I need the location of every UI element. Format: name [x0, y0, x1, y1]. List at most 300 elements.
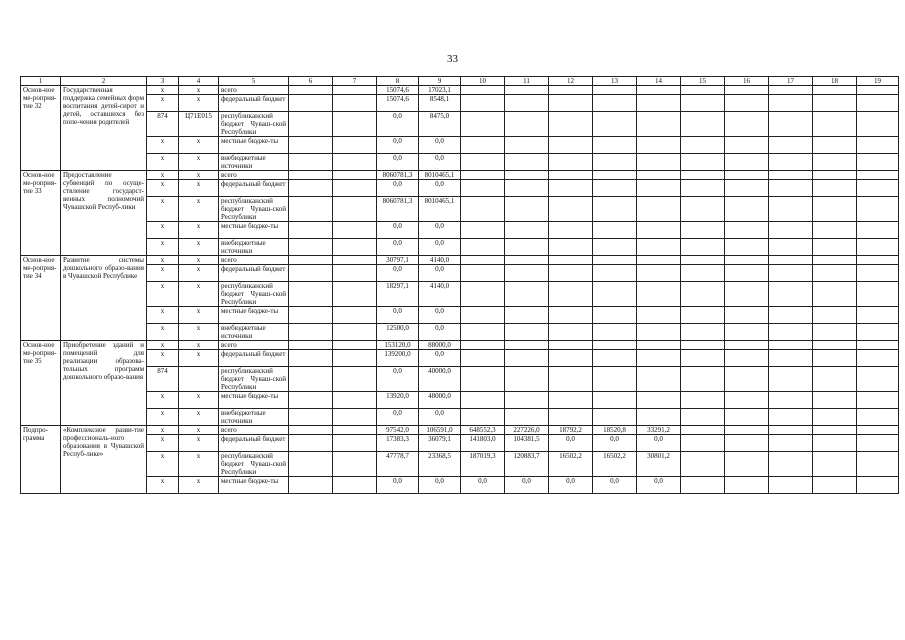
- amount-cell: 88000,0: [419, 341, 461, 350]
- empty-cell: [813, 171, 857, 180]
- empty-cell: [289, 282, 333, 307]
- amount-cell: [505, 341, 549, 350]
- amount-cell: 17023,1: [419, 86, 461, 95]
- empty-cell: [289, 426, 333, 435]
- empty-cell: [813, 197, 857, 222]
- target-article-code: х: [179, 409, 219, 426]
- empty-cell: [333, 137, 377, 154]
- amount-cell: [505, 86, 549, 95]
- header-cell: 13: [593, 77, 637, 86]
- table-row: [21, 367, 899, 392]
- amount-cell: [505, 282, 549, 307]
- amount-cell: [593, 95, 637, 112]
- amount-cell: 0,0: [377, 112, 419, 137]
- amount-cell: [549, 367, 593, 392]
- amount-cell: 0,0: [419, 307, 461, 324]
- empty-cell: [769, 341, 813, 350]
- amount-cell: [637, 256, 681, 265]
- empty-cell: [769, 282, 813, 307]
- amount-cell: [461, 282, 505, 307]
- empty-cell: [813, 435, 857, 452]
- amount-cell: [549, 222, 593, 239]
- empty-cell: [725, 265, 769, 282]
- empty-cell: [725, 86, 769, 95]
- amount-cell: [549, 171, 593, 180]
- measure-name: Основ-ное ме-роприя-тие 35: [21, 341, 61, 426]
- amount-cell: 0,0: [419, 239, 461, 256]
- grbs-code: х: [147, 265, 179, 282]
- header-cell: 4: [179, 77, 219, 86]
- empty-cell: [813, 239, 857, 256]
- amount-cell: [505, 367, 549, 392]
- empty-cell: [813, 137, 857, 154]
- amount-cell: 0,0: [377, 222, 419, 239]
- funding-source: республиканский бюджет Чуваш-ской Республики: [219, 367, 289, 392]
- empty-cell: [725, 341, 769, 350]
- empty-cell: [289, 256, 333, 265]
- empty-cell: [857, 409, 899, 426]
- amount-cell: [505, 180, 549, 197]
- funding-source: всего: [219, 341, 289, 350]
- empty-cell: [813, 367, 857, 392]
- empty-cell: [333, 392, 377, 409]
- header-cell: 5: [219, 77, 289, 86]
- empty-cell: [681, 239, 725, 256]
- empty-cell: [857, 95, 899, 112]
- measure-description: Государственная поддержка семейных форм воспитания детей-сирот и детей, оставшихся без попе-чения родителей: [61, 86, 147, 171]
- amount-cell: [549, 350, 593, 367]
- empty-cell: [725, 409, 769, 426]
- empty-cell: [681, 222, 725, 239]
- target-article-code: Ц71Е015: [179, 112, 219, 137]
- amount-cell: [461, 112, 505, 137]
- amount-cell: [549, 137, 593, 154]
- measure-description: «Комплексное разви-тие профессиональ-ного образования в Чувашской Респуб-лике»: [61, 426, 147, 494]
- funding-source: внебюджетные источники: [219, 154, 289, 171]
- target-article-code: х: [179, 222, 219, 239]
- empty-cell: [857, 180, 899, 197]
- header-cell: 15: [681, 77, 725, 86]
- amount-cell: 0,0: [377, 137, 419, 154]
- empty-cell: [681, 171, 725, 180]
- empty-cell: [857, 86, 899, 95]
- empty-cell: [333, 154, 377, 171]
- empty-cell: [333, 307, 377, 324]
- grbs-code: х: [147, 180, 179, 197]
- amount-cell: [461, 180, 505, 197]
- amount-cell: [637, 180, 681, 197]
- grbs-code: х: [147, 435, 179, 452]
- empty-cell: [769, 95, 813, 112]
- funding-source: внебюджетные источники: [219, 409, 289, 426]
- table-row: [21, 256, 899, 265]
- empty-cell: [769, 112, 813, 137]
- empty-cell: [857, 307, 899, 324]
- table-row: [21, 137, 899, 154]
- empty-cell: [769, 197, 813, 222]
- amount-cell: [637, 282, 681, 307]
- funding-source: федеральный бюджет: [219, 95, 289, 112]
- empty-cell: [857, 324, 899, 341]
- amount-cell: 0,0: [549, 477, 593, 494]
- amount-cell: [593, 256, 637, 265]
- amount-cell: [505, 307, 549, 324]
- empty-cell: [813, 222, 857, 239]
- amount-cell: [461, 392, 505, 409]
- grbs-code: х: [147, 452, 179, 477]
- amount-cell: [549, 256, 593, 265]
- grbs-code: х: [147, 341, 179, 350]
- amount-cell: 0,0: [377, 477, 419, 494]
- amount-cell: [593, 367, 637, 392]
- empty-cell: [333, 282, 377, 307]
- amount-cell: [593, 222, 637, 239]
- empty-cell: [681, 137, 725, 154]
- amount-cell: 33291,2: [637, 426, 681, 435]
- measure-name: Основ-ное ме-роприя-тие 34: [21, 256, 61, 341]
- target-article-code: х: [179, 341, 219, 350]
- table-row: [21, 324, 899, 341]
- empty-cell: [857, 256, 899, 265]
- empty-cell: [725, 154, 769, 171]
- empty-cell: [289, 137, 333, 154]
- target-article-code: х: [179, 324, 219, 341]
- amount-cell: [505, 239, 549, 256]
- amount-cell: [461, 222, 505, 239]
- empty-cell: [725, 426, 769, 435]
- empty-cell: [725, 367, 769, 392]
- amount-cell: 139200,0: [377, 350, 419, 367]
- amount-cell: [505, 324, 549, 341]
- empty-cell: [681, 350, 725, 367]
- measure-description: Приобретение зданий и помещений для реализации образова-тельных программ дошкольного образо-вания: [61, 341, 147, 426]
- amount-cell: 648552,3: [461, 426, 505, 435]
- funding-source: республиканский бюджет Чуваш-ской Республики: [219, 282, 289, 307]
- table-row: [21, 341, 899, 350]
- empty-cell: [769, 307, 813, 324]
- amount-cell: [593, 137, 637, 154]
- amount-cell: 0,0: [593, 477, 637, 494]
- empty-cell: [857, 112, 899, 137]
- grbs-code: 874: [147, 367, 179, 392]
- amount-cell: [505, 256, 549, 265]
- target-article-code: х: [179, 86, 219, 95]
- empty-cell: [681, 154, 725, 171]
- amount-cell: 8475,0: [419, 112, 461, 137]
- amount-cell: 0,0: [377, 239, 419, 256]
- header-cell: 10: [461, 77, 505, 86]
- empty-cell: [813, 477, 857, 494]
- measure-description: Предоставление субвенций по осуще-ствление государст-венных полномочий Чувашской Респуб-лики: [61, 171, 147, 256]
- amount-cell: 0,0: [461, 477, 505, 494]
- header-cell: 19: [857, 77, 899, 86]
- empty-cell: [333, 256, 377, 265]
- table-row: [21, 197, 899, 222]
- table-row: [21, 112, 899, 137]
- empty-cell: [333, 350, 377, 367]
- target-article-code: х: [179, 180, 219, 197]
- empty-cell: [813, 324, 857, 341]
- amount-cell: 0,0: [419, 180, 461, 197]
- empty-cell: [769, 154, 813, 171]
- amount-cell: [593, 265, 637, 282]
- empty-cell: [725, 95, 769, 112]
- amount-cell: 0,0: [419, 154, 461, 171]
- measure-name: Подпро-грамма: [21, 426, 61, 494]
- empty-cell: [681, 341, 725, 350]
- empty-cell: [857, 171, 899, 180]
- grbs-code: х: [147, 86, 179, 95]
- amount-cell: 15074,6: [377, 95, 419, 112]
- amount-cell: [637, 367, 681, 392]
- empty-cell: [681, 265, 725, 282]
- target-article-code: х: [179, 137, 219, 154]
- funding-source: местные бюдже-ты: [219, 392, 289, 409]
- empty-cell: [681, 86, 725, 95]
- amount-cell: [461, 197, 505, 222]
- empty-cell: [769, 222, 813, 239]
- budget-table: [20, 76, 899, 494]
- empty-cell: [289, 265, 333, 282]
- table-row: [21, 392, 899, 409]
- empty-cell: [769, 452, 813, 477]
- empty-cell: [857, 239, 899, 256]
- empty-cell: [681, 409, 725, 426]
- amount-cell: 104381,5: [505, 435, 549, 452]
- amount-cell: [637, 350, 681, 367]
- amount-cell: [593, 112, 637, 137]
- amount-cell: 23368,5: [419, 452, 461, 477]
- target-article-code: х: [179, 154, 219, 171]
- amount-cell: [593, 86, 637, 95]
- amount-cell: [461, 137, 505, 154]
- grbs-code: х: [147, 197, 179, 222]
- header-cell: 17: [769, 77, 813, 86]
- empty-cell: [725, 239, 769, 256]
- target-article-code: х: [179, 282, 219, 307]
- amount-cell: [637, 324, 681, 341]
- empty-cell: [769, 256, 813, 265]
- table-row: [21, 307, 899, 324]
- target-article-code: х: [179, 95, 219, 112]
- amount-cell: [637, 265, 681, 282]
- amount-cell: 141803,0: [461, 435, 505, 452]
- amount-cell: 0,0: [377, 409, 419, 426]
- target-article-code: х: [179, 392, 219, 409]
- grbs-code: х: [147, 282, 179, 307]
- empty-cell: [289, 86, 333, 95]
- empty-cell: [333, 409, 377, 426]
- empty-cell: [725, 222, 769, 239]
- table-row: [21, 86, 899, 95]
- empty-cell: [333, 222, 377, 239]
- header-cell: 2: [61, 77, 147, 86]
- amount-cell: 187019,3: [461, 452, 505, 477]
- amount-cell: [461, 171, 505, 180]
- empty-cell: [289, 350, 333, 367]
- empty-cell: [725, 137, 769, 154]
- amount-cell: [637, 409, 681, 426]
- amount-cell: [549, 95, 593, 112]
- empty-cell: [725, 112, 769, 137]
- funding-source: республиканский бюджет Чуваш-ской Республики: [219, 197, 289, 222]
- target-article-code: х: [179, 256, 219, 265]
- empty-cell: [725, 171, 769, 180]
- table-row: [21, 435, 899, 452]
- amount-cell: [637, 197, 681, 222]
- empty-cell: [813, 341, 857, 350]
- measure-description: Развитие системы дошкольного образо-вания в Чувашской Республике: [61, 256, 147, 341]
- empty-cell: [333, 239, 377, 256]
- empty-cell: [813, 409, 857, 426]
- empty-cell: [289, 341, 333, 350]
- empty-cell: [681, 197, 725, 222]
- empty-cell: [769, 435, 813, 452]
- empty-cell: [813, 392, 857, 409]
- empty-cell: [725, 452, 769, 477]
- amount-cell: [637, 239, 681, 256]
- amount-cell: [549, 197, 593, 222]
- amount-cell: [593, 409, 637, 426]
- amount-cell: 8010465,1: [419, 197, 461, 222]
- empty-cell: [289, 171, 333, 180]
- amount-cell: [549, 112, 593, 137]
- amount-cell: 15074,6: [377, 86, 419, 95]
- table-row: [21, 180, 899, 197]
- empty-cell: [769, 426, 813, 435]
- target-article-code: х: [179, 350, 219, 367]
- target-article-code: х: [179, 435, 219, 452]
- amount-cell: [461, 86, 505, 95]
- empty-cell: [813, 180, 857, 197]
- amount-cell: [637, 95, 681, 112]
- header-cell: 16: [725, 77, 769, 86]
- empty-cell: [289, 112, 333, 137]
- header-cell: 3: [147, 77, 179, 86]
- empty-cell: [857, 350, 899, 367]
- amount-cell: 18792,2: [549, 426, 593, 435]
- empty-cell: [289, 197, 333, 222]
- empty-cell: [289, 409, 333, 426]
- amount-cell: [549, 307, 593, 324]
- empty-cell: [333, 435, 377, 452]
- header-cell: 11: [505, 77, 549, 86]
- amount-cell: [549, 409, 593, 426]
- empty-cell: [333, 477, 377, 494]
- amount-cell: [505, 95, 549, 112]
- funding-source: всего: [219, 86, 289, 95]
- empty-cell: [813, 86, 857, 95]
- funding-source: республиканский бюджет Чуваш-ской Республики: [219, 452, 289, 477]
- grbs-code: х: [147, 392, 179, 409]
- amount-cell: [593, 197, 637, 222]
- amount-cell: 0,0: [377, 367, 419, 392]
- header-cell: 1: [21, 77, 61, 86]
- amount-cell: [593, 324, 637, 341]
- empty-cell: [857, 154, 899, 171]
- empty-cell: [725, 256, 769, 265]
- amount-cell: 16502,2: [593, 452, 637, 477]
- grbs-code: х: [147, 477, 179, 494]
- header-cell: 9: [419, 77, 461, 86]
- header-cell: 12: [549, 77, 593, 86]
- empty-cell: [333, 112, 377, 137]
- empty-cell: [289, 180, 333, 197]
- empty-cell: [681, 180, 725, 197]
- empty-cell: [333, 341, 377, 350]
- empty-cell: [857, 137, 899, 154]
- empty-cell: [769, 180, 813, 197]
- amount-cell: [461, 341, 505, 350]
- empty-cell: [681, 256, 725, 265]
- amount-cell: [505, 222, 549, 239]
- amount-cell: [593, 392, 637, 409]
- empty-cell: [769, 324, 813, 341]
- empty-cell: [813, 95, 857, 112]
- measure-name: Основ-ное ме-роприя-тие 32: [21, 86, 61, 171]
- table-row: [21, 426, 899, 435]
- empty-cell: [681, 392, 725, 409]
- empty-cell: [857, 222, 899, 239]
- empty-cell: [289, 154, 333, 171]
- empty-cell: [857, 367, 899, 392]
- empty-cell: [333, 367, 377, 392]
- amount-cell: [505, 197, 549, 222]
- empty-cell: [681, 324, 725, 341]
- empty-cell: [725, 307, 769, 324]
- empty-cell: [681, 112, 725, 137]
- empty-cell: [725, 282, 769, 307]
- header-cell: 6: [289, 77, 333, 86]
- amount-cell: 227226,0: [505, 426, 549, 435]
- empty-cell: [857, 282, 899, 307]
- empty-cell: [333, 95, 377, 112]
- amount-cell: [461, 154, 505, 171]
- amount-cell: [549, 86, 593, 95]
- amount-cell: [593, 180, 637, 197]
- table-row: [21, 477, 899, 494]
- empty-cell: [769, 392, 813, 409]
- target-article-code: х: [179, 426, 219, 435]
- target-article-code: [179, 367, 219, 392]
- amount-cell: 0,0: [637, 435, 681, 452]
- funding-source: федеральный бюджет: [219, 435, 289, 452]
- empty-cell: [333, 426, 377, 435]
- target-article-code: х: [179, 171, 219, 180]
- empty-cell: [813, 112, 857, 137]
- header-cell: 8: [377, 77, 419, 86]
- empty-cell: [681, 307, 725, 324]
- empty-cell: [857, 197, 899, 222]
- empty-cell: [289, 239, 333, 256]
- header-cell: 7: [333, 77, 377, 86]
- table-row: [21, 452, 899, 477]
- grbs-code: х: [147, 171, 179, 180]
- empty-cell: [769, 265, 813, 282]
- grbs-code: х: [147, 426, 179, 435]
- empty-cell: [289, 435, 333, 452]
- empty-cell: [333, 86, 377, 95]
- empty-cell: [725, 197, 769, 222]
- amount-cell: 18520,8: [593, 426, 637, 435]
- empty-cell: [769, 350, 813, 367]
- grbs-code: х: [147, 222, 179, 239]
- empty-cell: [857, 265, 899, 282]
- empty-cell: [813, 452, 857, 477]
- header-cell: 14: [637, 77, 681, 86]
- empty-cell: [813, 307, 857, 324]
- empty-cell: [725, 350, 769, 367]
